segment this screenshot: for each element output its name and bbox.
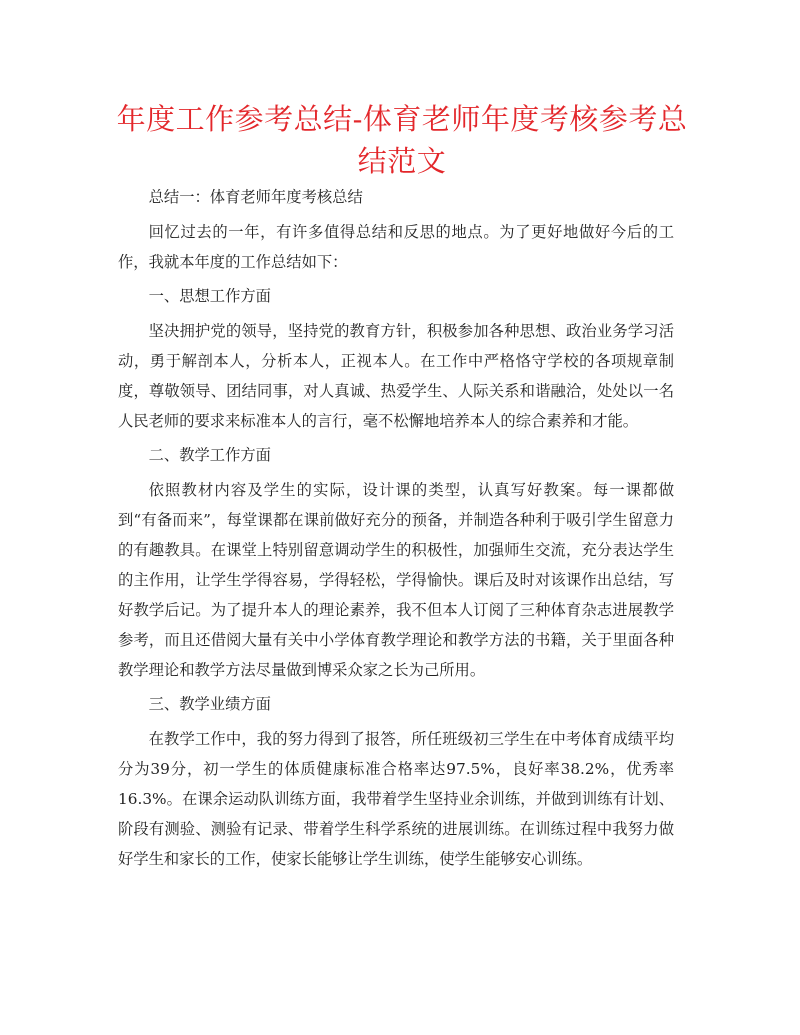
section-heading-teaching: 二、教学工作方面 xyxy=(148,446,271,464)
section-subtitle: 总结一：体育老师年度考核总结 xyxy=(148,188,363,206)
document-title: 年度工作参考总结-体育老师年度考核参考总结范文 xyxy=(116,102,688,178)
section-heading-performance: 三、教学业绩方面 xyxy=(148,695,271,713)
section-heading-ideology: 一、思想工作方面 xyxy=(148,287,271,305)
paragraph-teaching: 依照教材内容及学生的实际，设计课的类型，认真写好教案。每一课都做到“有备而来”，每堂课都在课前做好充分的预备，并制造各种利于吸引学生留意力的有趣教具。在课堂上特别留意调动学生的积极性，加强师生交流，充分表达学生的主作用，让学生学得容易，学得轻松，学得愉快。课后及时对该课作出总结，写好教学后记。为了提升本人的理论素养，我不但本人订阅了三种体育杂志进展教学参考，而且还借阅大量有关中小学体育教学理论和教学方法的书籍，关于里面各种教学理论和教学方法尽量做到博采众家之长为己所用。 xyxy=(118,480,674,679)
intro-paragraph: 回忆过去的一年，有许多值得总结和反思的地点。为了更好地做好今后的工作，我就本年度的工作总结如下： xyxy=(118,222,674,271)
paragraph-performance: 在教学工作中，我的努力得到了报答，所任班级初三学生在中考体育成绩平均分为39分，初一学生的体质健康标准合格率达97.5%，良好率38.2%，优秀率16.3%。在课余运动队训练方面，我带着学生坚持业余训练，并做到训练有计划、阶段有测验、测验有记录、带着学生科学系统的进展训练。在训练过程中我努力做好学生和家长的工作，使家长能够让学生训练，使学生能够安心训练。 xyxy=(118,729,674,868)
document-body xyxy=(118,182,674,878)
paragraph-ideology: 坚决拥护党的领导，坚持党的教育方针，积极参加各种思想、政治业务学习活动，勇于解剖本人，分析本人，正视本人。在工作中严格恪守学校的各项规章制度，尊敬领导、团结同事，对人真诚、热爱学生、人际关系和谐融洽，处处以一名人民老师的要求来标准本人的言行，毫不松懈地培养本人的综合素养和才能。 xyxy=(118,321,674,430)
